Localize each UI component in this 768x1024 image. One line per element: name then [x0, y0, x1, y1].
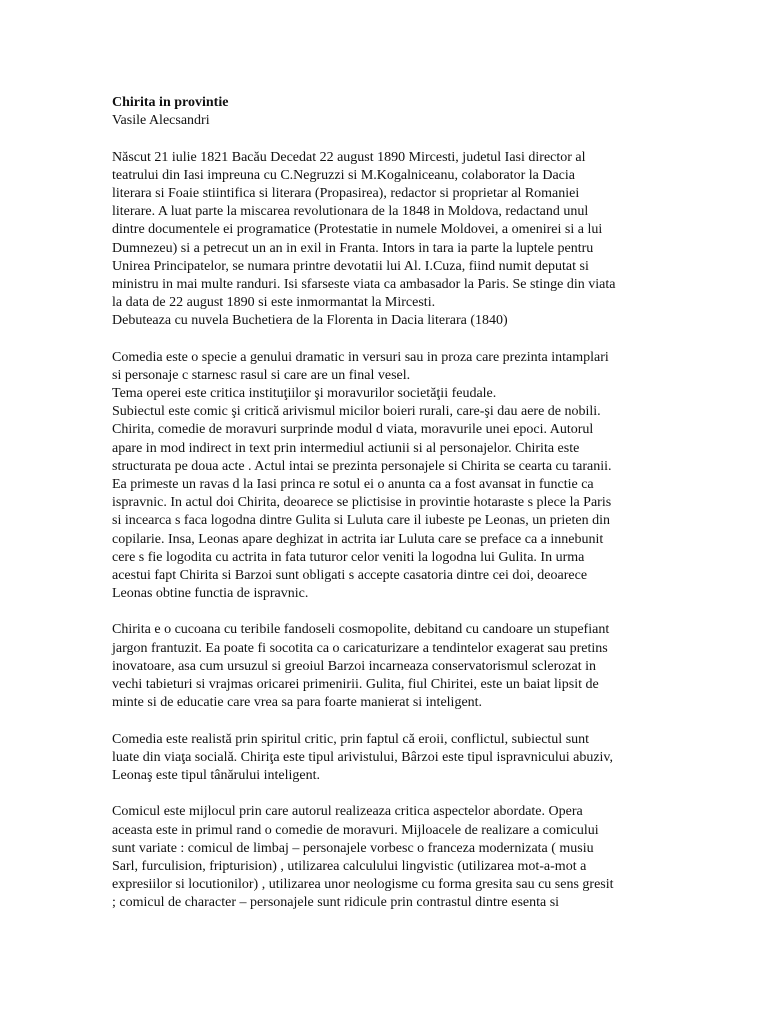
text-line: jargon frantuzit. Ea poate fi socotita ca o caricaturizare a tendintelor exagerat sau pretins [112, 640, 608, 656]
text-line: sunt variate : comicul de limbaj – personajele vorbesc o franceza modernizata ( musiu [112, 840, 594, 856]
text-line: si personaje c starnesc rasul si care are un final vesel. [112, 367, 411, 383]
text-line: literara si Foaie stiintifica si literara (Propasirea), redactor si proprietar al Romaniei [112, 185, 580, 201]
text-line: ; comicul de character – personajele sunt ridicule prin contrastul dintre esenta si [112, 895, 560, 911]
text-line: vechi tabieturi si vrajmas oricarei primenirii. Gulita, fiul Chiritei, este un baiat lipsit de [112, 677, 599, 692]
text-line: Comedia este o specie a genului dramatic in versuri sau in proza care prezinta intamplari [112, 349, 609, 365]
text-line: apare in mod indirect in text prin intermediul actiunii si al personajelor. Chirita este [112, 440, 580, 456]
text-line: expresiilor si locutionilor) , utilizarea unor neologisme cu forma gresita sau cu sens gresit [112, 877, 614, 893]
text-line: cere s fie logodita cu actrita in fata tuturor celor veniti la logodna lui Gulita. In urma [112, 549, 585, 565]
text-line: acestui fapt Chirita si Barzoi sunt obligati s accepte casatoria dintre cei doi, deoarece [112, 567, 588, 583]
text-line: Născut 21 iulie 1821 Bacău Decedat 22 august 1890 Mircesti, judetul Iasi director al [112, 149, 586, 165]
text-line: luate din viaţa socială. Chiriţa este tipul arivistului, Bârzoi este tipul ispravnicului abuziv, [112, 749, 614, 765]
text-line: inovatoare, asa cum ursuzul si greoiul Barzoi incarneaza conservatorismul sclerozat in [112, 658, 596, 674]
text-line: structurata pe doua acte . Actul intai se prezinta personajele si Chirita se cearta cu taranii. [112, 458, 612, 474]
text-line: ministru in mai multe randuri. Isi sfarseste viata ca ambasador la Paris. Se stinge din viata [112, 276, 616, 292]
text-line: Comedia este realistă prin spiritul critic, prin faptul că eroii, conflictul, subiectul sunt [112, 731, 590, 747]
paragraph [112, 621, 658, 712]
paragraphs-container [112, 149, 658, 913]
document-title: Chirita in provintie [112, 95, 229, 110]
spacer [112, 603, 658, 621]
text-line: Chirita e o cucoana cu teribile fandoseli cosmopolite, debitand cu candoare un stupefiant [112, 622, 610, 638]
spacer [112, 785, 658, 803]
text-line: Comicul este mijlocul prin care autorul realizeaza critica aspectelor abordate. Opera [112, 804, 583, 820]
document-body [112, 94, 658, 912]
text-line: literare. A luat parte la miscarea revolutionara de la 1848 in Moldova, redactand unul [112, 204, 589, 220]
text-line: Ea primeste un ravas d la Iasi princa re sotul ei o anunta ca a fost avansat in functie ca [112, 476, 594, 492]
text-line: Dumnezeu) si a petrecut un an in exil in Franta. Intors in tara ia parte la luptele pentru [112, 240, 594, 256]
text-line: Leonaş este tipul tânărului inteligent. [112, 767, 320, 783]
spacer [112, 712, 658, 730]
text-line: ispravnic. In actul doi Chirita, deoarece se plictisise in provintie hotaraste s plece la Paris [112, 495, 612, 511]
document-author: Vasile Alecsandri [112, 113, 210, 129]
text-line: dintre documentele ei programatice (Protestatie in numele Moldovei, a omenirei si a lui [112, 222, 603, 238]
text-line: minte si de educatie care vrea sa para foarte manierat si inteligent. [112, 695, 483, 711]
text-line: Subiectul este comic şi critică arivismul micilor boieri rurali, care-şi dau aere de nobili. [112, 404, 601, 420]
text-line: Leonas obtine functia de ispravnic. [112, 586, 309, 602]
text-line: teatrului din Iasi impreuna cu C.Negruzzi si M.Kogalniceanu, colaborator la Dacia [112, 167, 575, 183]
text-line: Debuteaza cu nuvela Buchetiera de la Florenta in Dacia literara (1840) [112, 313, 508, 329]
text-line: Tema operei este critica instituţiilor şi moravurilor societăţii feudale. [112, 386, 497, 401]
text-line: Unirea Principatelor, se numara printre devotatii lui Al. I.Cuza, fiind numit deputat si [112, 258, 589, 274]
text-line: la data de 22 august 1890 si este inmormantat la Mircesti. [112, 295, 436, 311]
paragraph [112, 803, 658, 912]
text-line: Sarl, furculision, fripturision) , utilizarea calculului lingvistic (utilizarea mot-a-mot a [112, 858, 587, 874]
paragraph [112, 349, 658, 604]
paragraph [112, 731, 658, 786]
text-line: Chirita, comedie de moravuri surprinde modul d viata, moravurile unei epoci. Autorul [112, 422, 594, 438]
paragraph [112, 149, 658, 331]
text-line: copilarie. Insa, Leonas apare deghizat in actrita iar Luluta care se preface ca a innebunit [112, 531, 604, 547]
text-line: si incearca s faca logodna dintre Gulita si Luluta care il iubeste pe Leonas, un prieten din [112, 513, 610, 529]
spacer [112, 330, 658, 348]
spacer [112, 130, 658, 148]
text-line: aceasta este in primul rand o comedie de moravuri. Mijloacele de realizare a comicului [112, 822, 599, 838]
